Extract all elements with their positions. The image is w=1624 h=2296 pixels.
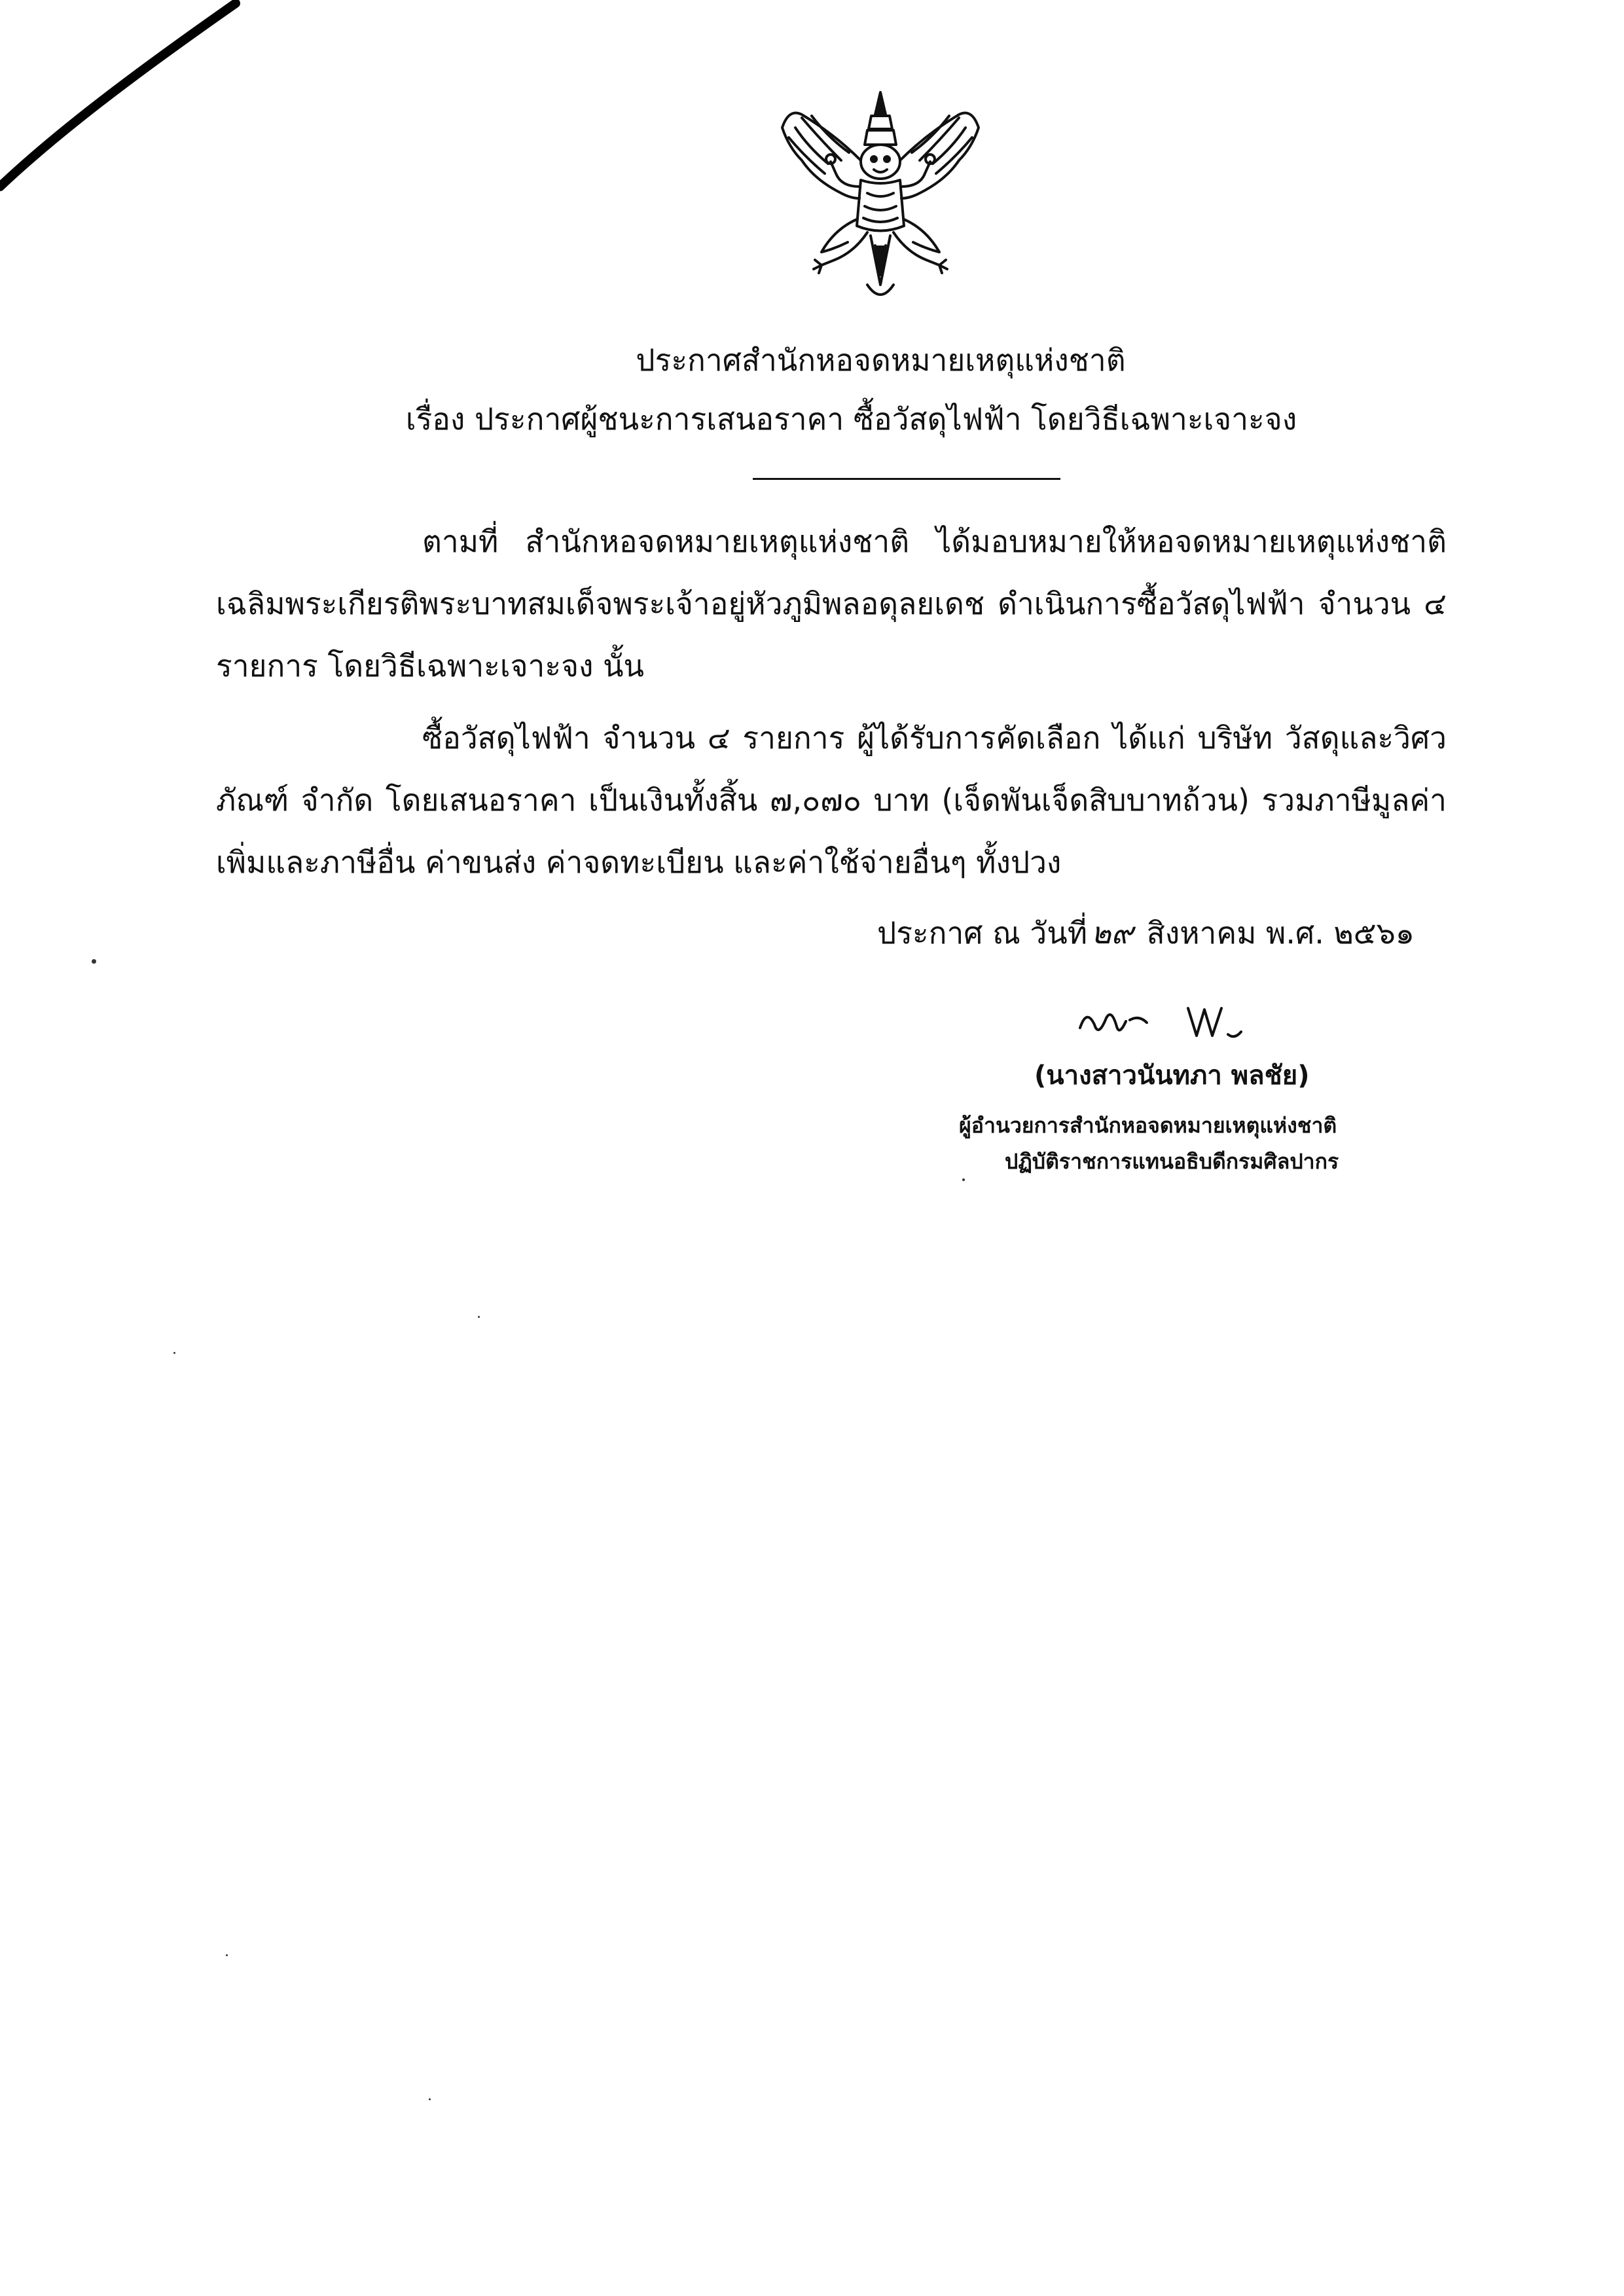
announcement-date xyxy=(877,913,1415,953)
scan-speck xyxy=(478,1316,480,1318)
scan-edge-mark xyxy=(0,0,249,196)
scan-speck xyxy=(226,1954,228,1956)
date-day: ๒๙ xyxy=(1091,915,1134,951)
body-paragraph-1 xyxy=(216,511,1447,697)
announcement-subject: เรื่อง ประกาศผู้ชนะการเสนอราคา ซื้อวัสดุไฟฟ้า โดยวิธีเฉพาะเจาะจง xyxy=(405,401,1297,437)
body-paragraph-2 xyxy=(216,707,1447,894)
signatory-position-line-2: ปฏิบัติราชการแทนอธิบดีกรมศิลปากร xyxy=(1005,1149,1339,1174)
date-month-year: สิงหาคม พ.ศ. ๒๕๖๑ xyxy=(1146,915,1415,951)
signatory-name: (นางสาวนันทภา พลชัย) xyxy=(1034,1061,1310,1091)
title-divider xyxy=(753,478,1060,480)
signatory-position-line-1: ผู้อำนวยการสำนักหอจดหมายเหตุแห่งชาติ xyxy=(959,1113,1337,1138)
scan-speck xyxy=(173,1352,175,1354)
handwritten-signature xyxy=(1074,989,1283,1061)
scan-speck xyxy=(962,1178,965,1181)
date-prefix: ประกาศ ณ วันที่ xyxy=(877,915,1088,951)
paragraph-2-text: ซื้อวัสดุไฟฟ้า จำนวน ๔ รายการ ผู้ได้รับการคัดเลือก ได้แก่ บริษัท วัสดุและวิศวภัณฑ์ จำกัด โดยเสนอราคา เป็นเงินทั้งสิ้น ๗,๐๗๐ บาท (เจ็ดพันเจ็ดสิบบาทถ้วน) รวมภาษีมูลค่าเพิ่มและภาษีอื่น ค่าขนส่ง ค่าจดทะเบียน และค่าใช้จ่ายอื่นๆ ทั้งปวง xyxy=(216,720,1447,880)
scan-speck xyxy=(92,959,96,964)
garuda-emblem-icon xyxy=(776,88,985,318)
announcement-title: ประกาศสำนักหอจดหมายเหตุแห่งชาติ xyxy=(636,342,1126,378)
paragraph-1-text: ตามที่ สำนักหอจดหมายเหตุแห่งชาติ ได้มอบหมายให้หอจดหมายเหตุแห่งชาติเฉลิมพระเกียรติพระบาทสมเด็จพระเจ้าอยู่หัวภูมิพลอดุลยเดช ดำเนินการซื้อวัสดุไฟฟ้า จำนวน ๔ รายการ โดยวิธีเฉพาะเจาะจง นั้น xyxy=(216,524,1447,683)
scan-speck xyxy=(429,2098,431,2100)
